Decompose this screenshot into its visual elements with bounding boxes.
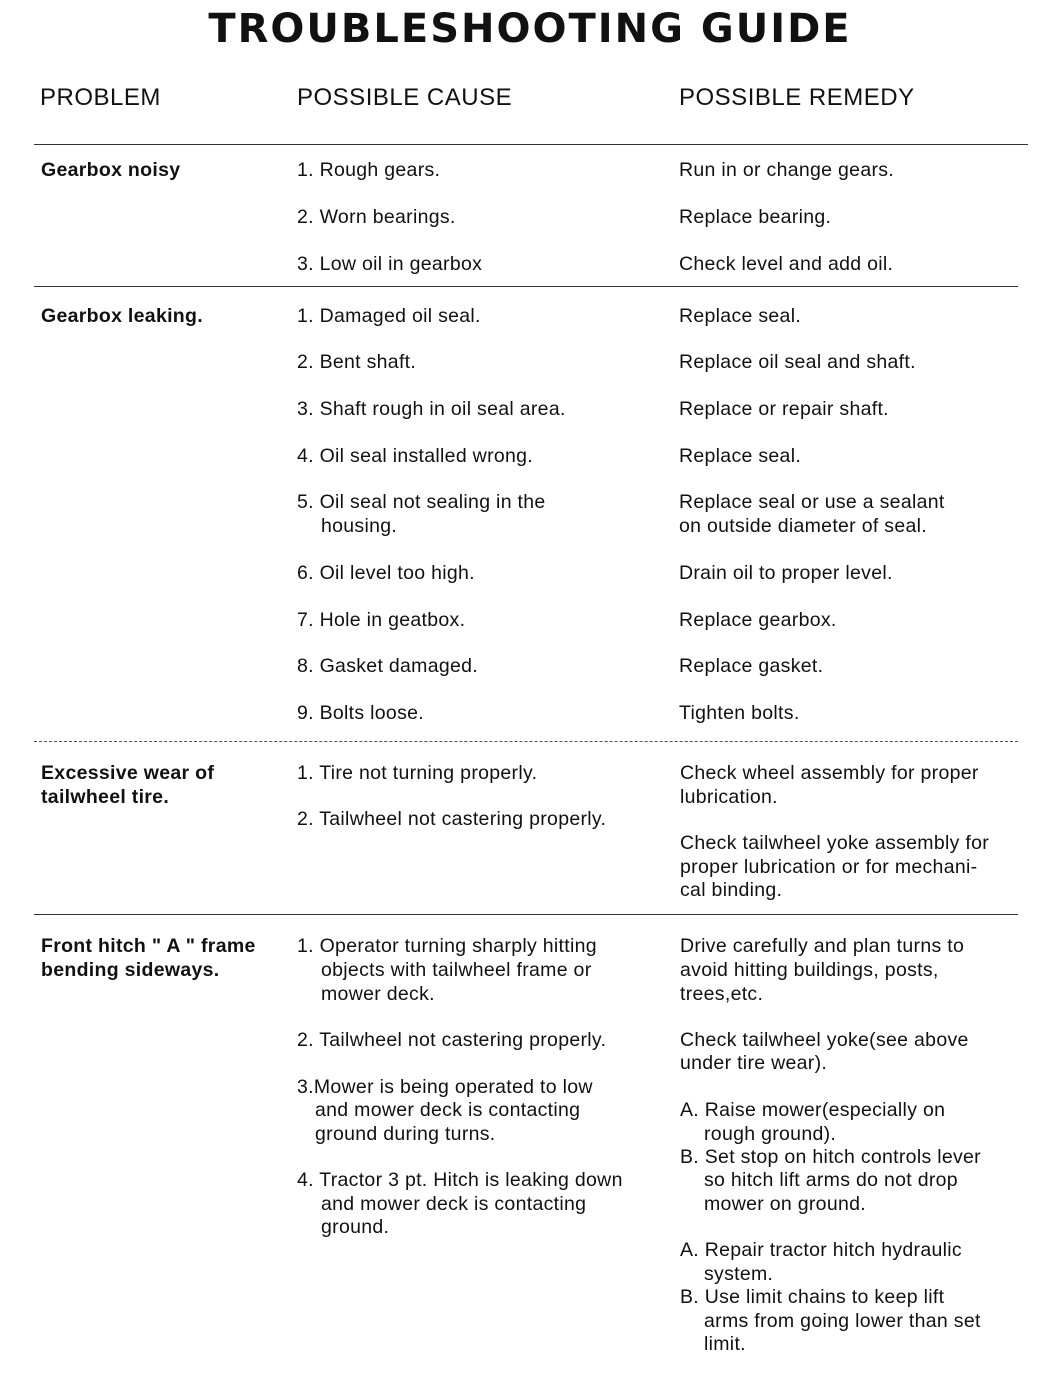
remedy-item-continued: under tire wear). (680, 1052, 828, 1074)
cause-item: 1. Damaged oil seal. (297, 305, 481, 327)
problem-tailwheel-wear: Excessive wear of (41, 762, 215, 784)
cause-item-continued: and mower deck is contacting (315, 1099, 581, 1121)
cause-item: 2. Bent shaft. (297, 351, 417, 373)
remedy-item: B. Set stop on hitch controls lever (680, 1146, 981, 1168)
header-cause: POSSIBLE CAUSE (297, 84, 513, 111)
cause-item: 3. Shaft rough in oil seal area. (297, 398, 566, 420)
remedy-item-continued: avoid hitting buildings, posts, (680, 959, 939, 981)
cause-item: 9. Bolts loose. (297, 702, 424, 724)
cause-item-continued: ground. (321, 1216, 390, 1238)
remedy-item-continued: lubrication. (680, 786, 778, 808)
remedy-item-continued: limit. (704, 1333, 746, 1355)
remedy-item-continued: rough ground). (704, 1123, 837, 1145)
divider-header (34, 144, 1028, 145)
remedy-item: Replace oil seal and shaft. (679, 351, 916, 373)
remedy-item: B. Use limit chains to keep lift (680, 1286, 945, 1308)
remedy-item-continued: mower on ground. (704, 1193, 866, 1215)
page-title: TROUBLESHOOTING GUIDE (208, 6, 852, 52)
remedy-item-continued: system. (704, 1263, 774, 1285)
cause-item-continued: ground during turns. (315, 1123, 496, 1145)
cause-item: 1. Operator turning sharply hitting (297, 935, 597, 957)
remedy-item: Check tailwheel yoke assembly for (680, 832, 990, 854)
remedy-item-continued: arms from going lower than set (704, 1310, 981, 1332)
remedy-item: Replace gasket. (679, 655, 824, 677)
cause-item: 6. Oil level too high. (297, 562, 475, 584)
remedy-item: Replace bearing. (679, 206, 832, 228)
divider-section (34, 914, 1018, 915)
divider-section (34, 741, 1018, 742)
cause-item: 1. Rough gears. (297, 159, 441, 181)
remedy-item: Replace seal. (679, 445, 802, 467)
remedy-item: Replace seal. (679, 305, 802, 327)
problem-gearbox-noisy: Gearbox noisy (41, 159, 181, 181)
cause-item: 7. Hole in geatbox. (297, 609, 466, 631)
cause-item: 2. Tailwheel not castering properly. (297, 808, 607, 830)
remedy-item: Replace or repair shaft. (679, 398, 889, 420)
remedy-item-continued: proper lubrication or for mechani- (680, 856, 978, 878)
cause-item: 5. Oil seal not sealing in the (297, 491, 546, 513)
remedy-item: Run in or change gears. (679, 159, 895, 181)
remedy-item: Replace seal or use a sealant (679, 491, 945, 513)
remedy-item: Drain oil to proper level. (679, 562, 893, 584)
problem-front-hitch: Front hitch " A " frame (41, 935, 256, 957)
problem-tailwheel-wear-continued: tailwheel tire. (41, 786, 170, 808)
remedy-item: Tighten bolts. (679, 702, 800, 724)
cause-item: 2. Tailwheel not castering properly. (297, 1029, 607, 1051)
cause-item-continued: objects with tailwheel frame or (321, 959, 592, 981)
cause-item-continued: housing. (321, 515, 398, 537)
remedy-item-continued: trees,etc. (680, 983, 764, 1005)
problem-gearbox-leaking: Gearbox leaking. (41, 305, 203, 327)
header-remedy: POSSIBLE REMEDY (679, 84, 915, 111)
cause-item: 3.Mower is being operated to low (297, 1076, 593, 1098)
remedy-item: Check level and add oil. (679, 253, 894, 275)
remedy-item: Check wheel assembly for proper (680, 762, 979, 784)
problem-front-hitch-continued: bending sideways. (41, 959, 220, 981)
cause-item: 1. Tire not turning properly. (297, 762, 538, 784)
cause-item: 3. Low oil in gearbox (297, 253, 483, 275)
header-problem: PROBLEM (40, 84, 161, 111)
remedy-item-continued: cal binding. (680, 879, 783, 901)
remedy-item: Drive carefully and plan turns to (680, 935, 965, 957)
cause-item: 4. Tractor 3 pt. Hitch is leaking down (297, 1169, 623, 1191)
remedy-item: Replace gearbox. (679, 609, 837, 631)
remedy-item-continued: so hitch lift arms do not drop (704, 1169, 958, 1191)
cause-item: 2. Worn bearings. (297, 206, 456, 228)
remedy-item: A. Repair tractor hitch hydraulic (680, 1239, 962, 1261)
divider-section (34, 286, 1018, 287)
remedy-item: A. Raise mower(especially on (680, 1099, 946, 1121)
cause-item: 4. Oil seal installed wrong. (297, 445, 534, 467)
cause-item-continued: and mower deck is contacting (321, 1193, 587, 1215)
cause-item-continued: mower deck. (321, 983, 435, 1005)
remedy-item-continued: on outside diameter of seal. (679, 515, 927, 537)
cause-item: 8. Gasket damaged. (297, 655, 479, 677)
remedy-item: Check tailwheel yoke(see above (680, 1029, 969, 1051)
